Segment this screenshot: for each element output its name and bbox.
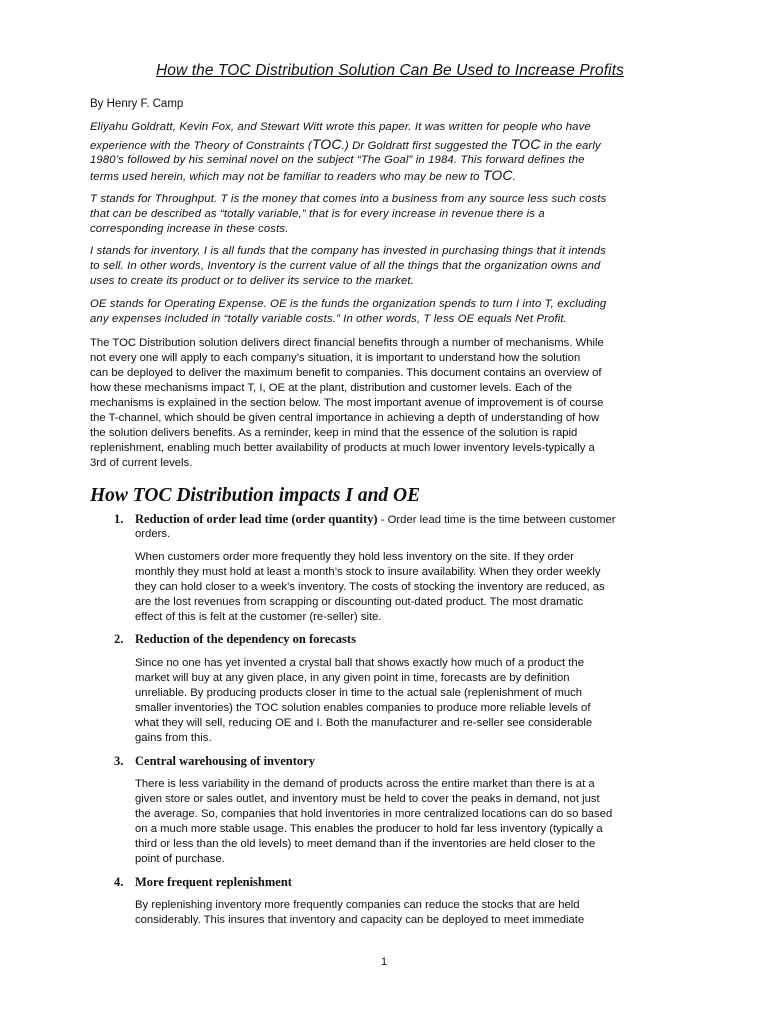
list-item-body-line: considerably. This insures that inventory and capacity can be deployed to meet immediate <box>135 914 585 926</box>
overview-line: replenishment, enabling much better availability of products at much lower inventory levels-typically a <box>90 442 595 454</box>
intro-line: terms used herein, which may not be familiar to readers who may be new to TOC. <box>90 167 516 183</box>
operating-expense-definition-line: any expenses included in “totally variable costs.” In other words, T less OE equals Net Profit. <box>90 313 568 325</box>
list-item-body-line: market will buy at any given place, in any given point in time, forecasts are by definition <box>135 672 570 684</box>
list-item-heading: orders. <box>135 528 171 540</box>
list-item-body-line: are the lost revenues from scrapping or discounting out-dated product. The most dramatic <box>135 596 584 608</box>
overview-line: The TOC Distribution solution delivers direct financial benefits through a number of mechanisms. While <box>90 337 604 349</box>
overview-line: how these mechanisms impact T, I, OE at the plant, distribution and customer levels. Each of the <box>90 382 573 394</box>
list-item-body-line: Since no one has yet invented a crystal ball that shows exactly how much of a product the <box>135 657 584 669</box>
list-item-heading: Reduction of the dependency on forecasts <box>135 632 356 646</box>
overview-line: the T-channel, which should be given central importance in achieving a depth of understanding of how <box>90 412 600 424</box>
overview-line: mechanisms is explained in the section below. The most important avenue of improvement is of course <box>90 397 604 409</box>
overview-line: the solution delivers benefits. As a reminder, keep in mind that the essence of the solution is rapid <box>90 427 578 439</box>
document-title: How the TOC Distribution Solution Can Be Used to Increase Profits <box>156 62 624 79</box>
throughput-definition-line: T stands for Throughput. T is the money that comes into a business from any source less such costs <box>90 193 607 205</box>
list-item-body-line: they can hold closer to a week’s inventory. The costs of stocking the inventory are reduced, as <box>135 581 605 593</box>
list-item-heading: Central warehousing of inventory <box>135 754 315 768</box>
list-item-body-line: given store or sales outlet, and inventory must be held to cover the peaks in demand, not just <box>135 793 600 805</box>
intro-line: experience with the Theory of Constraints (TOC.) Dr Goldratt first suggested the TOC in the early <box>90 136 601 152</box>
throughput-definition-line: corresponding increase in these costs. <box>90 223 289 235</box>
list-item-body-line: smaller inventories) the TOC solution enables companies to produce more reliable levels of <box>135 702 591 714</box>
list-item-number: 3. <box>114 754 124 768</box>
page-number: 1 <box>380 956 388 968</box>
list-item-body-line: what they will sell, reducing OE and I. Both the manufacturer and re-seller see considerable <box>135 717 593 729</box>
list-item-heading: Reduction of order lead time (order quantity) - Order lead time is the time between customer <box>135 512 616 526</box>
section-heading: How TOC Distribution impacts I and OE <box>90 485 421 506</box>
list-item-body-line: on a much more stable usage. This enables the producer to hold far less inventory (typically a <box>135 823 603 835</box>
list-item-body-line: third or less than the old levels) to meet demand than if the inventories are held closer to the <box>135 838 596 850</box>
inventory-definition-line: I stands for inventory. I is all funds that the company has invested in purchasing things that it intends <box>90 245 607 257</box>
intro-line: Eliyahu Goldratt, Kevin Fox, and Stewart Witt wrote this paper. It was written for people who have <box>90 121 591 133</box>
list-item-body-line: When customers order more frequently they hold less inventory on the site. If they order <box>135 551 574 563</box>
list-item-number: 4. <box>114 875 124 889</box>
overview-line: 3rd of current levels. <box>90 457 193 469</box>
intro-line: 1980’s followed by his seminal novel on the subject “The Goal” in 1984. This forward defines the <box>90 154 585 166</box>
overview-line: can be deployed to deliver the maximum benefit to companies. This document contains an overview of <box>90 367 602 379</box>
throughput-definition-line: that can be described as “totally variable,” that is for every increase in revenue there is a <box>90 208 545 220</box>
list-item-heading: More frequent replenishment <box>135 875 292 889</box>
overview-line: not every one will apply to each company’s situation, it is important to understand how the solution <box>90 352 581 364</box>
inventory-definition-line: to sell. In other words, Inventory is the current value of all the things that the organization owns and <box>90 260 601 272</box>
list-item-number: 2. <box>114 632 124 646</box>
list-item-body-line: gains from this. <box>135 732 212 744</box>
list-item-body-line: unreliable. By producing products closer in time to the actual sale (replenishment of much <box>135 687 583 699</box>
inventory-definition-line: uses to create its product or to deliver its service to the market. <box>90 275 414 287</box>
list-item-body-line: point of purchase. <box>135 853 225 865</box>
list-item-body-line: By replenishing inventory more frequently companies can reduce the stocks that are held <box>135 899 580 911</box>
list-item-body-line: monthly they must hold at least a month’s stock to insure availability. When they order weekly <box>135 566 601 578</box>
list-item-body-line: the average. So, companies that hold inventories in more centralized locations can do so based <box>135 808 613 820</box>
list-item-body-line: effect of this is felt at the customer (re-seller) site. <box>135 611 382 623</box>
author-byline: By Henry F. Camp <box>90 98 184 110</box>
operating-expense-definition-line: OE stands for Operating Expense. OE is the funds the organization spends to turn I into T, excluding <box>90 298 607 310</box>
list-item-body-line: There is less variability in the demand of products across the entire market than there is at a <box>135 778 595 790</box>
list-item-number: 1. <box>114 512 124 526</box>
